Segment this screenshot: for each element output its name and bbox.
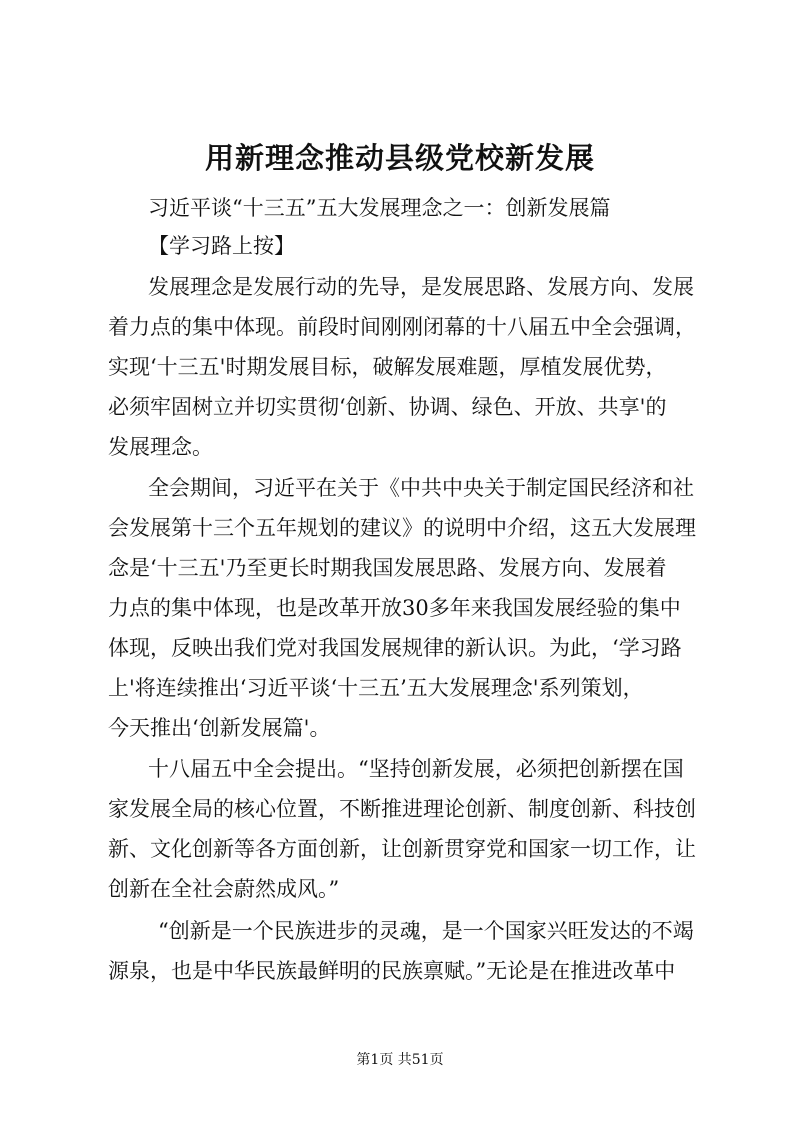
paragraph-line: 源泉，也是中华民族最鲜明的民族禀赋。”无论是在推进改革中 [108,959,676,983]
paragraph-line: 着力点的集中体现。前段时间刚刚闭幕的十八届五中全会强调， [108,315,696,339]
section-label: 【学习路上按】 [148,234,295,258]
paragraph-line: 家发展全局的核心位置，不断推进理论创新、制度创新、科技创 [108,797,696,821]
document-subtitle: 习近平谈“十三五”五大发展理念之一：创新发展篇 [148,196,611,220]
paragraph-line: 全会期间，习近平在关于《中共中央关于制定国民经济和社 [148,476,694,500]
paragraph-line: 力点的集中体现，也是改革开放30多年来我国发展经验的集中 [108,596,681,620]
paragraph-line: 念是‘十三五'乃至更长时期我国发展思路、发展方向、发展着 [108,556,667,580]
paragraph-line: 今天推出‘创新发展篇'。 [108,716,331,740]
paragraph-line: 发展理念。 [108,435,213,459]
paragraph-line: 实现‘十三五'时期发展目标，破解发展难题，厚植发展优势， [108,355,667,379]
page-number-footer: 第1页 共51页 [356,1052,444,1068]
paragraph-line: 十八届五中全会提出。“坚持创新发展，必须把创新摆在国 [148,757,684,781]
paragraph-line: 新、文化创新等各方面创新，让创新贯穿党和国家一切工作，让 [108,837,696,861]
paragraph-line: 创新在全社会蔚然成风。” [108,877,340,901]
paragraph-line: 上'将连续推出‘习近平谈‘十三五’五大发展理念'系列策划， [108,676,644,700]
paragraph-line: 发展理念是发展行动的先导，是发展思路、发展方向、发展 [148,275,694,299]
paragraph-line: 会发展第十三个五年规划的建议》的说明中介绍，这五大发展理 [108,516,696,540]
document-title: 用新理念推动县级党校新发展 [204,141,595,175]
paragraph-line: “创新是一个民族进步的灵魂，是一个国家兴旺发达的不竭 [158,919,694,943]
paragraph-line: 体现，反映出我们党对我国发展规律的新认识。为此，‘学习路 [108,636,682,660]
paragraph-line: 必须牢固树立并切实贯彻‘创新、协调、绿色、开放、共享'的 [108,395,667,419]
